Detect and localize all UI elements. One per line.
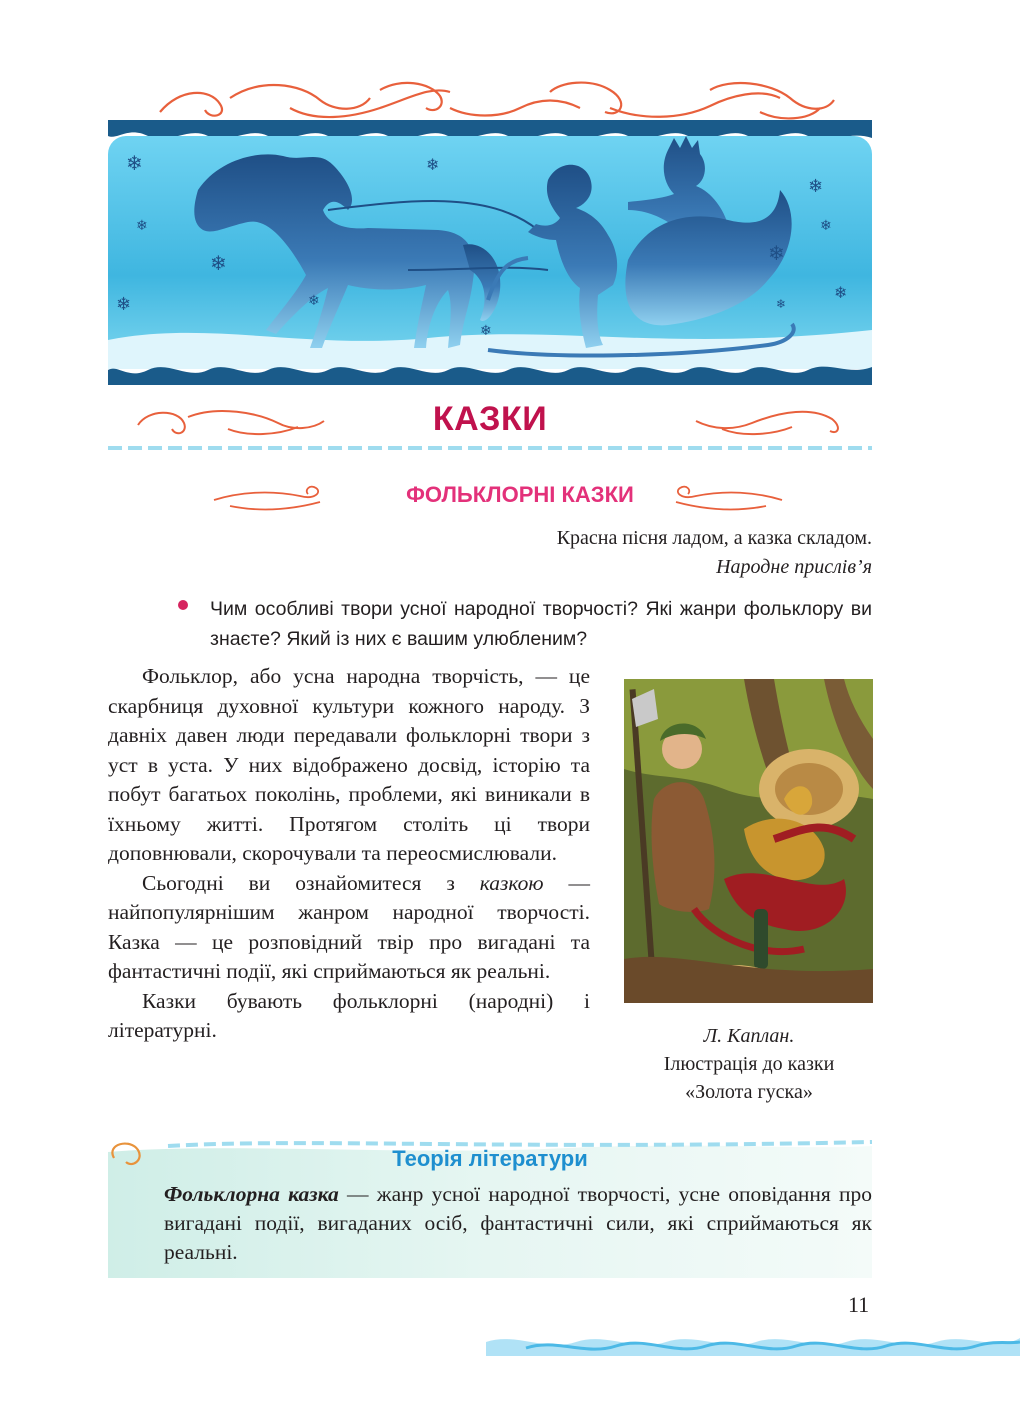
epigraph xyxy=(557,524,872,582)
caption-author: Л. Каплан. xyxy=(703,1025,795,1047)
theory-definition-text: — жанр усної народної творчості, усне оповідання про вигадані події, вигаданих осіб, фантастичні сили, які сприймаються як реальні. xyxy=(164,1182,872,1264)
page-title: КАЗКИ xyxy=(432,400,548,438)
paragraph-3: Казки бувають фольклорні (народні) і літературні. xyxy=(108,988,590,1042)
title-row xyxy=(108,395,872,455)
svg-text:❄: ❄ xyxy=(308,293,320,309)
theory-term: Фольклорна казка xyxy=(164,1182,339,1206)
body-text xyxy=(108,662,590,1046)
svg-text:❄: ❄ xyxy=(776,297,787,311)
caption-line-2: Ілюстрація до казки xyxy=(663,1053,835,1075)
section-subtitle: ФОЛЬКЛОРНІ КАЗКИ xyxy=(406,482,634,507)
svg-text:❄: ❄ xyxy=(136,218,148,234)
epigraph-source: Народне прислів’я xyxy=(716,556,872,578)
caption-line-3: «Золота гуска» xyxy=(685,1081,813,1103)
theory-definition xyxy=(164,1180,872,1267)
svg-text:❄: ❄ xyxy=(116,294,132,315)
page-number: 11 xyxy=(848,1292,870,1317)
illustration-caption xyxy=(610,1022,888,1106)
sleigh-banner-illustration xyxy=(108,120,872,385)
paragraph-1: Фольклор, або усна народна творчість, — це скарбниця духовної культури кожного народу. З давніх давен люди передавали фольклорні твори з уст в уста. У них відображено досвід, історію та побут багатьох поколінь, проблеми, які виникали в їхньому житті. Протягом століть ці твори доповнювали, скорочували та переосмислювали. xyxy=(108,664,590,865)
svg-text:❄: ❄ xyxy=(480,323,492,339)
bottom-wave-decoration xyxy=(486,1324,1020,1356)
bullet-icon xyxy=(178,600,188,610)
title-dotted-divider xyxy=(108,443,872,453)
paragraph-2 xyxy=(108,869,590,987)
paragraph-2-end: — найпопулярнішим жанром народної творчості. Казка — це розповідний твір про вигадані та фантастичні події, які сприймаються як реальні. xyxy=(108,870,590,983)
theory-title: Теорія літератури xyxy=(392,1146,588,1171)
golden-goose-illustration xyxy=(624,679,873,1003)
svg-text:❄: ❄ xyxy=(820,218,832,234)
svg-text:❄: ❄ xyxy=(834,283,848,302)
svg-text:❄: ❄ xyxy=(808,176,824,197)
svg-text:❄: ❄ xyxy=(426,155,440,174)
paragraph-2-emphasis: казкою xyxy=(479,870,544,895)
epigraph-text: Красна пісня ладом, а казка складом. xyxy=(556,527,872,549)
questions: Чим особливі твори усної народної творчості? Які жанри фольклору ви знаєте? Який із них є вашим улюбленим? xyxy=(210,598,872,650)
svg-text:❄: ❄ xyxy=(210,251,227,275)
subtitle-row xyxy=(200,478,840,516)
svg-text:❄: ❄ xyxy=(768,241,785,265)
svg-text:❄: ❄ xyxy=(126,151,143,175)
paragraph-2-start: Сьогодні ви ознайомитеся з xyxy=(142,870,480,895)
top-ornament xyxy=(150,78,840,124)
